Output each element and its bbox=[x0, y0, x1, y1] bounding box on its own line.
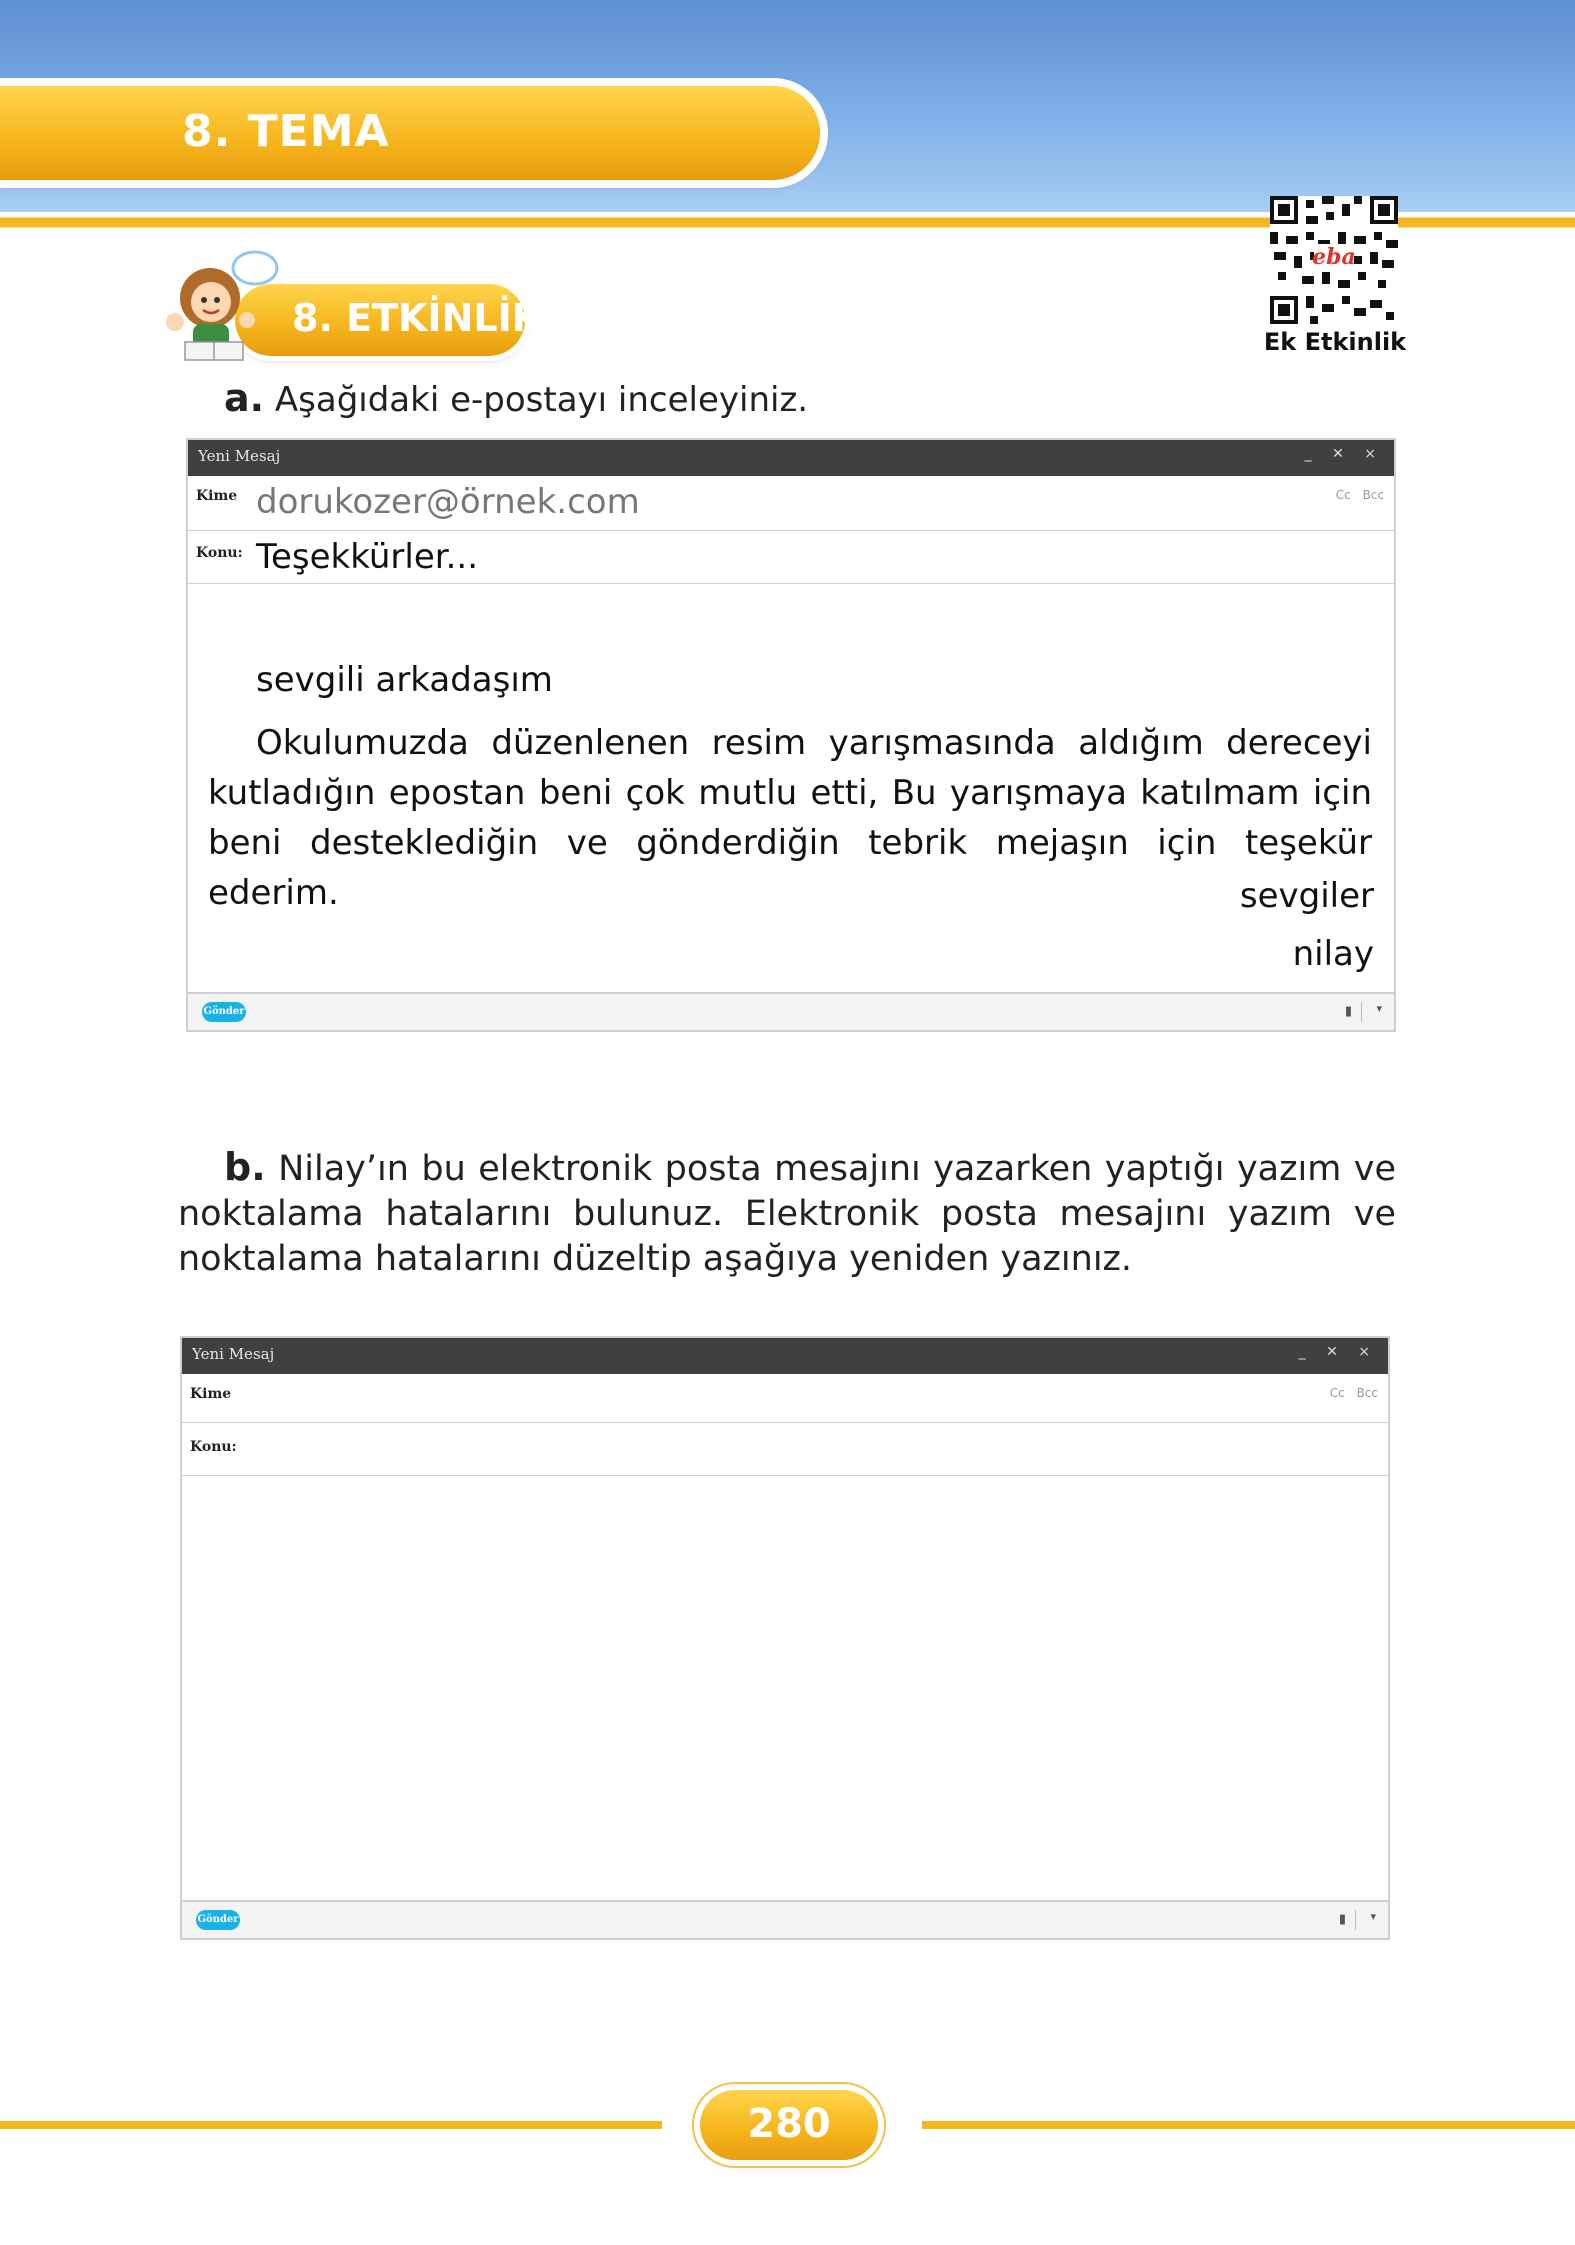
email-window-title: Yeni Mesaj bbox=[198, 447, 281, 465]
subject-label: Konu: bbox=[196, 545, 243, 561]
window-controls[interactable]: _ ✕ × bbox=[1298, 1344, 1378, 1360]
subject-row[interactable] bbox=[188, 531, 1394, 584]
svg-text:eba: eba bbox=[1312, 244, 1356, 270]
to-field[interactable]: dorukozer@örnek.com bbox=[256, 482, 640, 522]
girl-character-icon bbox=[155, 250, 285, 370]
email-window-b bbox=[180, 1336, 1390, 1940]
cc-bcc-links[interactable]: Cc Bcc bbox=[1329, 1386, 1378, 1400]
subject-field[interactable]: Teşekkürler... bbox=[256, 537, 479, 577]
cc-bcc-links[interactable]: Cc Bcc bbox=[1335, 488, 1384, 502]
footer-line-left bbox=[0, 2121, 662, 2129]
to-label: Kime bbox=[190, 1386, 232, 1402]
divider bbox=[1361, 1002, 1362, 1022]
send-button[interactable]: Gönder bbox=[196, 1910, 240, 1930]
email-footer bbox=[182, 1900, 1388, 1938]
email-window-a bbox=[186, 438, 1396, 1032]
qr-caption: Ek Etkinlik bbox=[1263, 328, 1407, 356]
question-a bbox=[224, 376, 808, 420]
question-b-text: Nilay’ın bu elektronik posta mesajını yazarken yaptığı yazım ve noktalama hatalarını bulunuz. Elektronik posta mesajını yazım ve noktalama hatalarını düzeltip aşağıya yeniden yazınız. bbox=[178, 1149, 1396, 1279]
activity-label: 8. ETKİNLİK bbox=[292, 296, 542, 340]
email-signature: nilay bbox=[1292, 934, 1374, 974]
email-titlebar bbox=[188, 440, 1394, 476]
page-number: 280 bbox=[747, 2101, 831, 2147]
window-controls[interactable]: _ ✕ × bbox=[1304, 446, 1384, 462]
email-window-title: Yeni Mesaj bbox=[192, 1345, 275, 1363]
email-footer bbox=[188, 992, 1394, 1030]
email-body-input[interactable] bbox=[182, 1476, 1388, 1902]
email-greeting: sevgili arkadaşım bbox=[256, 660, 553, 700]
divider bbox=[1355, 1910, 1356, 1930]
subject-row[interactable] bbox=[182, 1423, 1388, 1476]
theme-tab bbox=[0, 86, 820, 180]
email-closing: sevgiler bbox=[1239, 876, 1374, 916]
chevron-down-icon[interactable]: ▾ bbox=[1370, 1910, 1376, 1923]
question-a-letter: a. bbox=[224, 376, 265, 420]
email-titlebar bbox=[182, 1338, 1388, 1374]
send-button[interactable]: Gönder bbox=[202, 1002, 246, 1022]
footer-line-right bbox=[922, 2121, 1575, 2129]
trash-icon[interactable]: ▮ bbox=[1344, 1004, 1352, 1019]
email-body-text: Okulumuzda düzenlenen resim yarışmasında aldığım dereceyi kutladığın epostan beni çok mutlu etti, Bu yarışmaya katılmam için beni desteklediğin ve gönderdiğin tebrik mejaşın için teşekür ederim. bbox=[208, 723, 1372, 913]
qr-code-icon bbox=[1270, 196, 1398, 324]
question-a-text: Aşağıdaki e-postayı inceleyiniz. bbox=[274, 380, 809, 420]
chevron-down-icon[interactable]: ▾ bbox=[1376, 1002, 1382, 1015]
theme-label: 8. TEMA bbox=[182, 106, 390, 157]
to-row[interactable] bbox=[182, 1374, 1388, 1423]
subject-label: Konu: bbox=[190, 1439, 237, 1455]
question-b bbox=[178, 1145, 1396, 1282]
to-row[interactable] bbox=[188, 476, 1394, 531]
trash-icon[interactable]: ▮ bbox=[1338, 1912, 1346, 1927]
question-b-letter: b. bbox=[224, 1145, 266, 1189]
to-label: Kime bbox=[196, 488, 238, 504]
